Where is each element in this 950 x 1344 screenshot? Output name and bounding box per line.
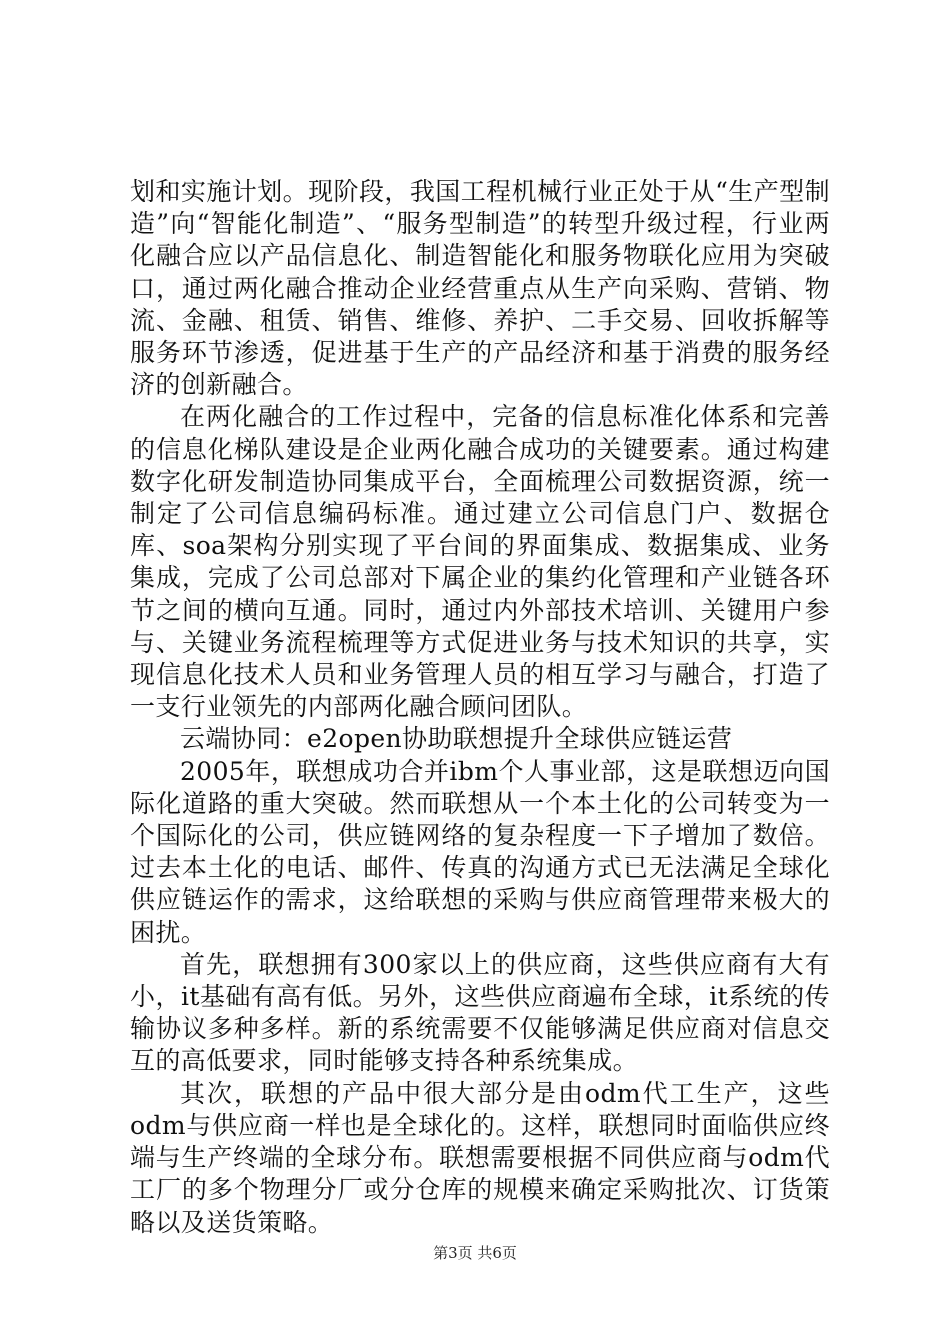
section-heading: 云端协同：e2open协助联想提升全球供应链运营 (180, 724, 733, 754)
paragraph-3: 2005年，联想成功合并ibm个人事业部，这是联想迈向国际化道路的重大突破。然而联想从一个本土化的公司转变为一个国际化的公司，供应链网络的复杂程度一下子增加了数倍。过去本土化的电话、邮件、传真的沟通方式已无法满足全球化供应链运作的需求，这给联想的采购与供应商管理带来极大的困扰。 (130, 756, 830, 947)
paragraph-5: 其次，联想的产品中很大部分是由odm代工生产，这些odm与供应商一样也是全球化的。这样，联想同时面临供应终端与生产终端的全球分布。联想需要根据不同供应商与odm代工厂的多个物理分厂或分仓库的规模来确定采购批次、订货策略以及送货策略。 (130, 1078, 830, 1237)
body-text (130, 176, 830, 1239)
page-number-footer: 第3页 共6页 (433, 1244, 517, 1262)
paragraph-4: 首先，联想拥有300家以上的供应商，这些供应商有大有小，it基础有高有低。另外，这些供应商遍布全球，it系统的传输协议多种多样。新的系统需要不仅能够满足供应商对信息交互的高低要求，同时能够支持各种系统集成。 (130, 949, 830, 1076)
paragraph-2: 在两化融合的工作过程中，完备的信息标准化体系和完善的信息化梯队建设是企业两化融合成功的关键要素。通过构建数字化研发制造协同集成平台，全面梳理公司数据资源，统一制定了公司信息编码标准。通过建立公司信息门户、数据仓库、soa架构分别实现了平台间的界面集成、数据集成、业务集成，完成了公司总部对下属企业的集约化管理和产业链各环节之间的横向互通。同时，通过内外部技术培训、关键用户参与、关键业务流程梳理等方式促进业务与技术知识的共享，实现信息化技术人员和业务管理人员的相互学习与融合，打造了一支行业领先的内部两化融合顾问团队。 (130, 402, 830, 722)
paragraph-1: 划和实施计划。现阶段，我国工程机械行业正处于从“生产型制造”向“智能化制造”、“服务型制造”的转型升级过程，行业两化融合应以产品信息化、制造智能化和服务物联化应用为突破口，通过两化融合推动企业经营重点从生产向采购、营销、物流、金融、租赁、销售、维修、养护、二手交易、回收拆解等服务环节渗透，促进基于生产的产品经济和基于消费的服务经济的创新融合。 (130, 177, 830, 400)
